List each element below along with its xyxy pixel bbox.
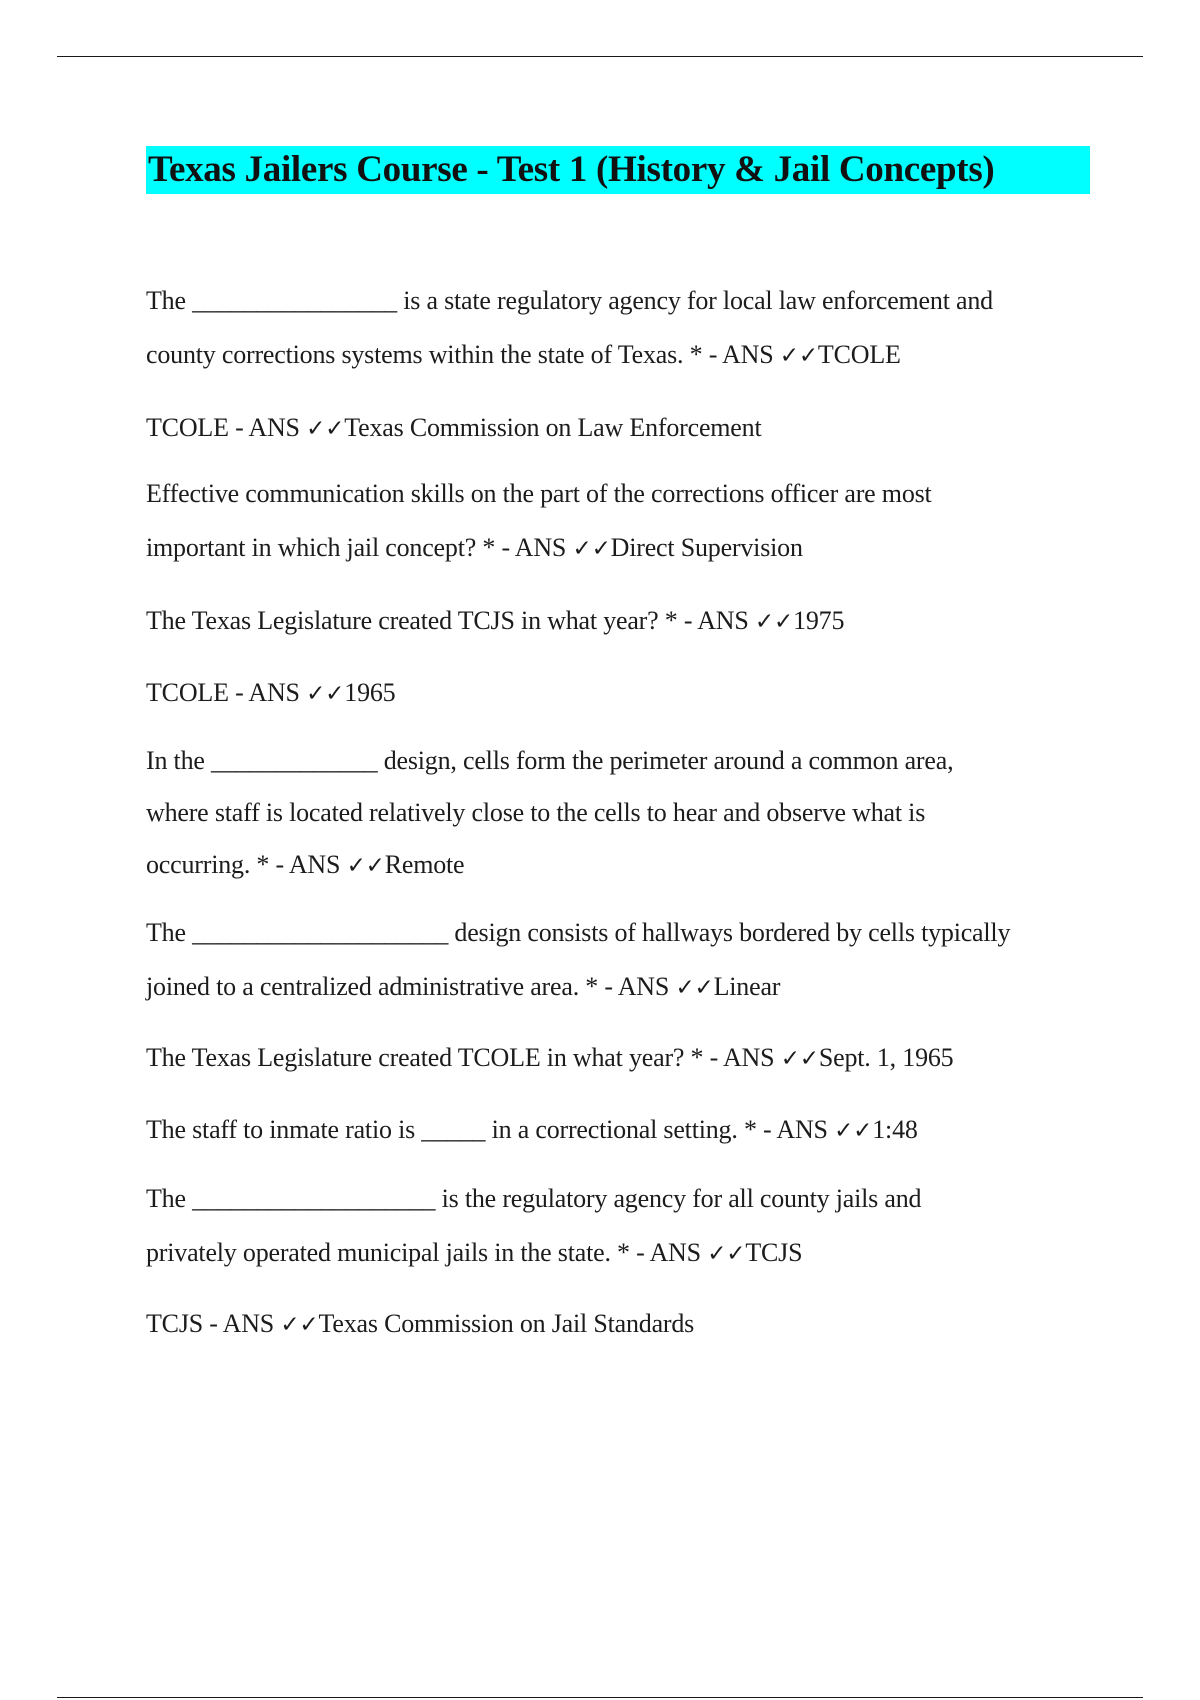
question-line-with-answer: [146, 1297, 1096, 1352]
qa-item: [146, 1172, 1096, 1281]
answer-text: TCOLE: [817, 340, 901, 369]
question-line: The ___________________ is the regulatory agency for all county jails and: [146, 1184, 922, 1213]
page-title: Texas Jailers Course - Test 1 (History & Jail Concepts): [148, 149, 995, 190]
question-line-with-answer: [146, 839, 1096, 892]
answer-text: Linear: [713, 972, 781, 1001]
top-rule: [57, 56, 1143, 57]
answer-text: Direct Supervision: [610, 533, 803, 562]
question-line-with-answer: [146, 1031, 1096, 1086]
answer-text: TCJS: [745, 1238, 803, 1267]
question-line: The ________________ is a state regulatory agency for local law enforcement and: [146, 286, 993, 315]
bottom-rule: [57, 1697, 1143, 1698]
question-line-with-answer: [146, 1226, 1096, 1281]
question-line-with-answer: [146, 1103, 1096, 1158]
double-check-icon: ✓✓: [306, 416, 345, 442]
question-text: occurring. * - ANS: [146, 850, 347, 879]
question-line: In the _____________ design, cells form the perimeter around a common area,: [146, 746, 954, 775]
question-text: TCJS - ANS: [146, 1309, 281, 1338]
question-line: The ____________________ design consists of hallways bordered by cells typically: [146, 918, 1011, 947]
question-text: The Texas Legislature created TCJS in what year? * - ANS: [146, 606, 755, 635]
qa-item: [146, 467, 1096, 576]
question-text: TCOLE - ANS: [146, 678, 307, 707]
double-check-icon: ✓✓: [834, 1118, 873, 1144]
qa-item: [146, 401, 1096, 456]
question-line-with-answer: [146, 401, 1096, 456]
question-text: important in which jail concept? * - ANS: [146, 533, 573, 562]
double-check-icon: ✓✓: [754, 609, 794, 635]
double-check-icon: ✓✓: [707, 1241, 746, 1267]
qa-item: [146, 1103, 1096, 1158]
qa-item: [146, 594, 1096, 649]
qa-item: [146, 666, 1096, 721]
question-text: joined to a centralized administrative area. * - ANS: [146, 972, 676, 1001]
double-check-icon: ✓✓: [280, 1312, 319, 1338]
double-check-icon: ✓✓: [572, 536, 611, 562]
question-line: Effective communication skills on the part of the corrections officer are most: [146, 479, 932, 508]
question-line-with-answer: [146, 328, 1096, 383]
qa-item: [146, 1031, 1096, 1086]
answer-text: Sept. 1, 1965: [818, 1043, 954, 1072]
question-text: The Texas Legislature created TCOLE in what year? * - ANS: [146, 1043, 781, 1072]
double-check-icon: ✓✓: [346, 853, 385, 879]
question-line-with-answer: [146, 960, 1096, 1015]
double-check-icon: ✓✓: [306, 681, 345, 707]
question-text: privately operated municipal jails in the state. * - ANS: [146, 1238, 708, 1267]
answer-text: 1975: [793, 606, 845, 635]
question-text: county corrections systems within the state of Texas. * - ANS: [146, 340, 780, 369]
double-check-icon: ✓✓: [779, 343, 818, 369]
answer-text: Remote: [384, 850, 465, 879]
question-text: TCOLE - ANS: [146, 413, 307, 442]
answer-text: 1:48: [872, 1115, 918, 1144]
qa-item: [146, 735, 1096, 892]
question-line: where staff is located relatively close to the cells to hear and observe what is: [146, 798, 926, 827]
question-text: The staff to inmate ratio is _____ in a correctional setting. * - ANS: [146, 1115, 835, 1144]
qa-item: [146, 906, 1096, 1015]
double-check-icon: ✓✓: [675, 975, 714, 1001]
question-line-with-answer: [146, 521, 1096, 576]
answer-text: Texas Commission on Law Enforcement: [344, 413, 762, 442]
qa-item: [146, 1297, 1096, 1352]
question-line-with-answer: [146, 666, 1096, 721]
question-line-with-answer: [146, 594, 1096, 649]
title-highlight: [146, 146, 1090, 194]
double-check-icon: ✓✓: [780, 1046, 819, 1072]
qa-item: [146, 274, 1096, 383]
answer-text: Texas Commission on Jail Standards: [318, 1309, 695, 1338]
answer-text: 1965: [344, 678, 396, 707]
